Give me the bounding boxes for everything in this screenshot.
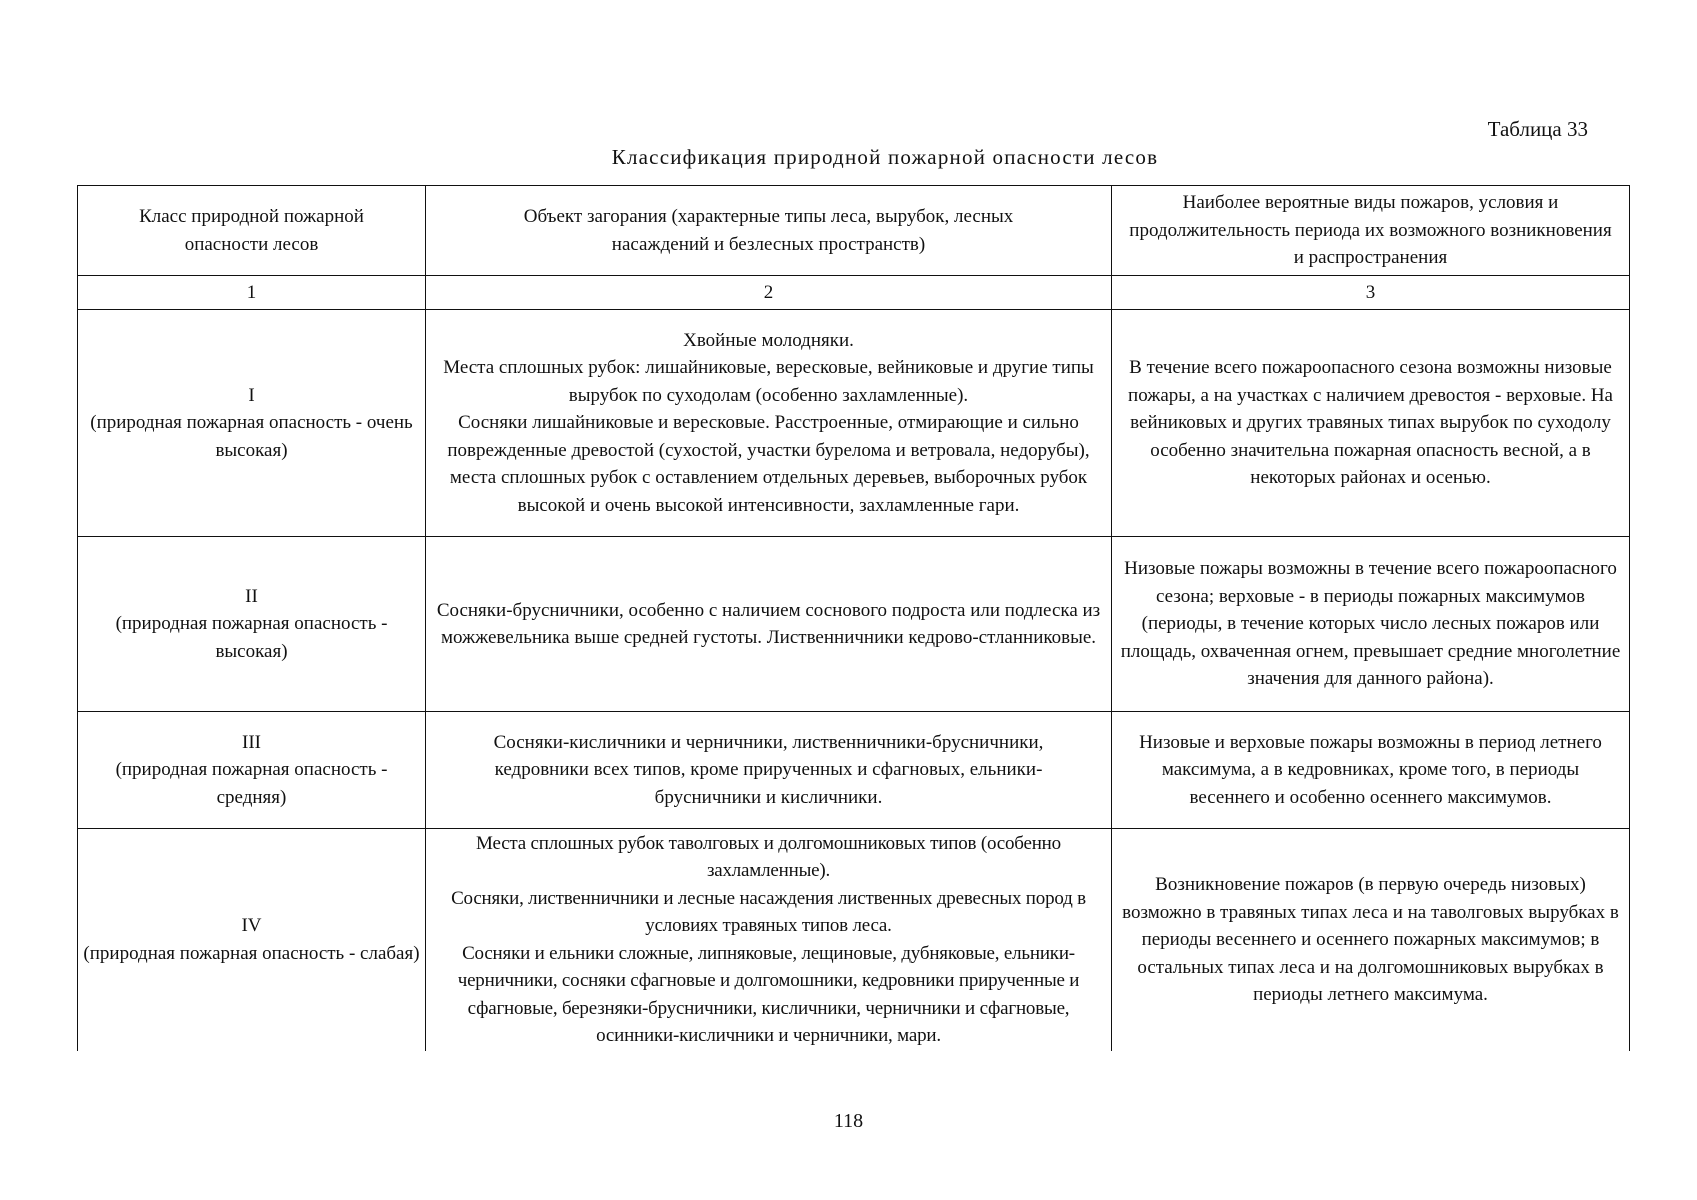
header-class: Класс природной пожарной опасности лесов bbox=[78, 186, 426, 276]
class-numeral: II bbox=[245, 585, 258, 607]
column-number-row bbox=[78, 276, 1630, 310]
fires-cell: Возникновение пожаров (в первую очередь низовых) возможно в травяных типах леса и на таволговых вырубках в периоды весеннего и осеннего пожарных максимумов; в остальных типах леса и на долгомошниковых вырубках в периоды летнего максимума. bbox=[1112, 829, 1630, 1051]
table-row bbox=[78, 829, 1630, 1051]
objects-line: Хвойные молодняки. bbox=[683, 329, 854, 351]
class-description: (природная пожарная опасность - высокая) bbox=[115, 613, 388, 662]
column-number-1: 1 bbox=[78, 276, 426, 310]
class-numeral: IV bbox=[241, 915, 262, 937]
fires-cell: Низовые пожары возможны в течение всего пожароопасного сезона; верховые - в периоды пожарных максимумов (периоды, в течение которых число лесных пожаров или площадь, охваченная огнем, превышает средние многолетние значения для данного района). bbox=[1112, 537, 1630, 712]
column-number-3: 3 bbox=[1112, 276, 1630, 310]
class-cell bbox=[78, 829, 426, 1051]
class-cell bbox=[78, 310, 426, 537]
class-description: (природная пожарная опасность - средняя) bbox=[115, 759, 388, 808]
objects-cell: Сосняки-кисличники и черничники, лиственничники-брусничники, кедровники всех типов, кроме прирученных и сфагновых, ельники-брусничники и кисличники. bbox=[426, 712, 1112, 829]
class-description: (природная пожарная опасность - очень высокая) bbox=[90, 412, 413, 461]
fires-cell: Низовые и верховые пожары возможны в период летнего максимума, а в кедровниках, кроме того, в периоды весеннего и особенно осеннего максимумов. bbox=[1112, 712, 1630, 829]
table-header-row bbox=[78, 186, 1630, 276]
objects-line: Сосняки и ельники сложные, липняковые, лещиновые, дубняковые, ельники-черничники, сосняки сфагновые и долгомошники, кедровники прирученные и сфагновые, березняки-брусничники, кисличники, черничники и сфагновые, осинники-кисличники и черничники, мари. bbox=[457, 942, 1080, 1047]
objects-line: Сосняки лишайниковые и вересковые. Расстроенные, отмирающие и сильно поврежденные древостой (сухостой, участки бурелома и ветровала, недорубы), места сплошных рубок с оставлением отдельных деревьев, выборочных рубок высокой и очень высокой интенсивности, захламленные гари. bbox=[447, 412, 1090, 516]
class-cell bbox=[78, 537, 426, 712]
class-numeral: I bbox=[248, 384, 255, 406]
class-description: (природная пожарная опасность - слабая) bbox=[83, 942, 420, 964]
page-number: 118 bbox=[833, 1110, 864, 1132]
table-title: Классификация природной пожарной опасности лесов bbox=[611, 145, 1159, 169]
objects-line: Сосняки, лиственничники и лесные насаждения лиственных древесных пород в условиях травяных типов леса. bbox=[451, 887, 1086, 937]
objects-line: Места сплошных рубок таволговых и долгомошниковых типов (особенно захламленные). bbox=[476, 832, 1061, 882]
header-fires: Наиболее вероятные виды пожаров, условия и продолжительность периода их возможного возникновения и распространения bbox=[1112, 186, 1630, 276]
objects-line: Места сплошных рубок: лишайниковые, вересковые, вейниковые и другие типы вырубок по суходолам (особенно захламленные). bbox=[443, 357, 1094, 406]
fires-cell: В течение всего пожароопасного сезона возможны низовые пожары, а на участках с наличием древостоя - верховые. На вейниковых и других травяных типах вырубок по суходолу особенно значительна пожарная опасность весной, а в некоторых районах и осенью. bbox=[1112, 310, 1630, 537]
fire-danger-table bbox=[77, 185, 1630, 1051]
table-number: Таблица 33 bbox=[1487, 117, 1588, 141]
objects-cell: Сосняки-брусничники, особенно с наличием соснового подроста или подлеска из можжевельника выше средней густоты. Лиственничники кедрово-стланниковые. bbox=[426, 537, 1112, 712]
table-row bbox=[78, 310, 1630, 537]
class-cell bbox=[78, 712, 426, 829]
objects-cell bbox=[426, 310, 1112, 537]
column-number-2: 2 bbox=[426, 276, 1112, 310]
header-objects: Объект загорания (характерные типы леса, вырубок, лесных насаждений и безлесных пространств) bbox=[426, 186, 1112, 276]
objects-cell bbox=[426, 829, 1112, 1051]
class-numeral: III bbox=[242, 731, 261, 753]
table-row bbox=[78, 712, 1630, 829]
table-row bbox=[78, 537, 1630, 712]
